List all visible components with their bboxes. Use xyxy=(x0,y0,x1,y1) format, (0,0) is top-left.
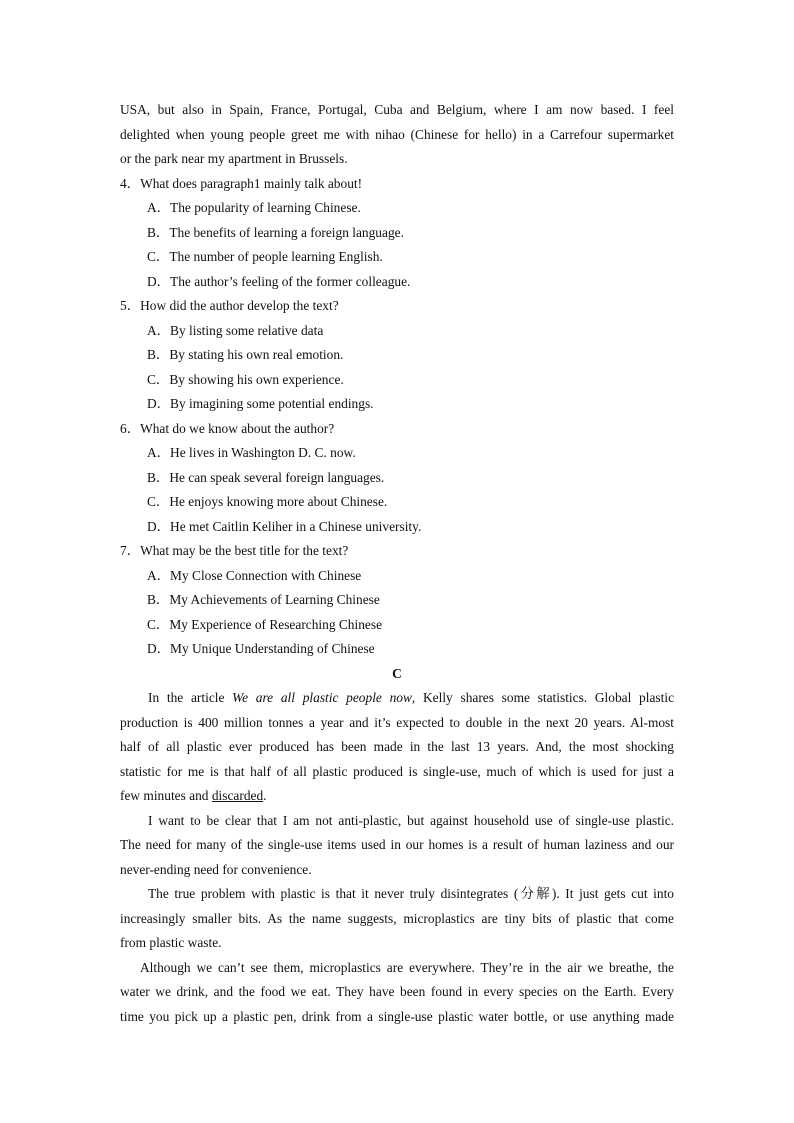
text-line: The true problem with plastic is that it never truly disintegrates (分解). It just gets cut into xyxy=(148,886,674,901)
option-c: C．The number of people learning English. xyxy=(147,249,383,264)
option-a: A．My Close Connection with Chinese xyxy=(147,567,362,583)
passage-paragraph-4 xyxy=(120,956,674,1030)
option-d: D．He met Caitlin Keliher in a Chinese university. xyxy=(147,518,422,534)
article-title: We are all plastic people now xyxy=(232,690,412,705)
text-line: statistic for me is that half of all plastic produced is single-use, much of which is used for just a xyxy=(120,763,674,779)
text-line: from plastic waste. xyxy=(120,935,222,950)
text-run: In the article xyxy=(148,690,233,705)
option-a: A．The popularity of learning Chinese. xyxy=(147,200,361,215)
option-c: C．By showing his own experience. xyxy=(147,371,344,387)
text-line: half of all plastic ever produced has been made in the last 13 years. And, the most shocking xyxy=(120,739,674,754)
option-b: B．He can speak several foreign languages. xyxy=(147,469,385,485)
passage-paragraph-3 xyxy=(120,882,674,956)
option-b: B．My Achievements of Learning Chinese xyxy=(147,592,380,607)
text-line: increasingly smaller bits. As the name suggests, microplastics are tiny bits of plastic that come xyxy=(120,910,674,926)
text-line: production is 400 million tonnes a year and it’s expected to double in the next 20 years. Al-most xyxy=(120,714,674,730)
question-4 xyxy=(120,172,674,295)
option-a: A．He lives in Washington D. C. now. xyxy=(147,445,356,460)
text-line: Although we can’t see them, microplastics are everywhere. They’re in the air we breathe, the xyxy=(140,959,674,975)
text-run: , Kelly shares some statistics. Global plastic xyxy=(411,690,675,705)
option-d: D．By imagining some potential endings. xyxy=(147,396,374,411)
question-stem: 4．What does paragraph1 mainly talk about! xyxy=(120,175,363,191)
passage-paragraph-2 xyxy=(120,809,674,883)
question-stem: 7．What may be the best title for the text? xyxy=(120,543,349,558)
text-line xyxy=(120,686,674,711)
text-line: I want to be clear that I am not anti-plastic, but against household use of single-use plastic. xyxy=(148,812,674,828)
text-line: time you pick up a plastic pen, drink from a single-use plastic water bottle, or use anything made xyxy=(120,1008,674,1024)
text-line: or the park near my apartment in Brussels. xyxy=(120,151,348,166)
page-content xyxy=(120,98,674,1029)
option-b: B．The benefits of learning a foreign language. xyxy=(147,224,404,240)
option-a: A．By listing some relative data xyxy=(147,322,324,338)
text-line: USA, but also in Spain, France, Portugal, Cuba and Belgium, where I am now based. I feel xyxy=(120,102,674,117)
intro-paragraph xyxy=(120,98,674,172)
text-run: few minutes and xyxy=(120,788,212,803)
text-line: The need for many of the single-use items used in our homes is a result of human laziness and our xyxy=(120,837,674,852)
question-6 xyxy=(120,417,674,540)
question-stem: 5．How did the author develop the text? xyxy=(120,298,339,313)
question-7 xyxy=(120,539,674,662)
text-line: delighted when young people greet me with nihao (Chinese for hello) in a Carrefour supermarket xyxy=(120,126,674,142)
option-b: B．By stating his own real emotion. xyxy=(147,347,344,362)
option-d: D．My Unique Understanding of Chinese xyxy=(147,641,375,656)
underlined-word: discarded xyxy=(211,788,264,803)
passage-paragraph-1 xyxy=(120,686,674,809)
text-line xyxy=(120,784,674,809)
question-stem: 6．What do we know about the author? xyxy=(120,420,335,436)
option-d: D．The author’s feeling of the former colleague. xyxy=(147,273,411,289)
option-c: C．He enjoys knowing more about Chinese. xyxy=(147,494,388,509)
text-line: water we drink, and the food we eat. They have been found in every species on the Earth. Every xyxy=(120,984,674,999)
text-line: never-ending need for convenience. xyxy=(120,861,312,877)
question-5 xyxy=(120,294,674,417)
option-c: C．My Experience of Researching Chinese xyxy=(147,616,383,632)
section-heading: C xyxy=(392,665,402,681)
text-run: . xyxy=(263,788,267,803)
